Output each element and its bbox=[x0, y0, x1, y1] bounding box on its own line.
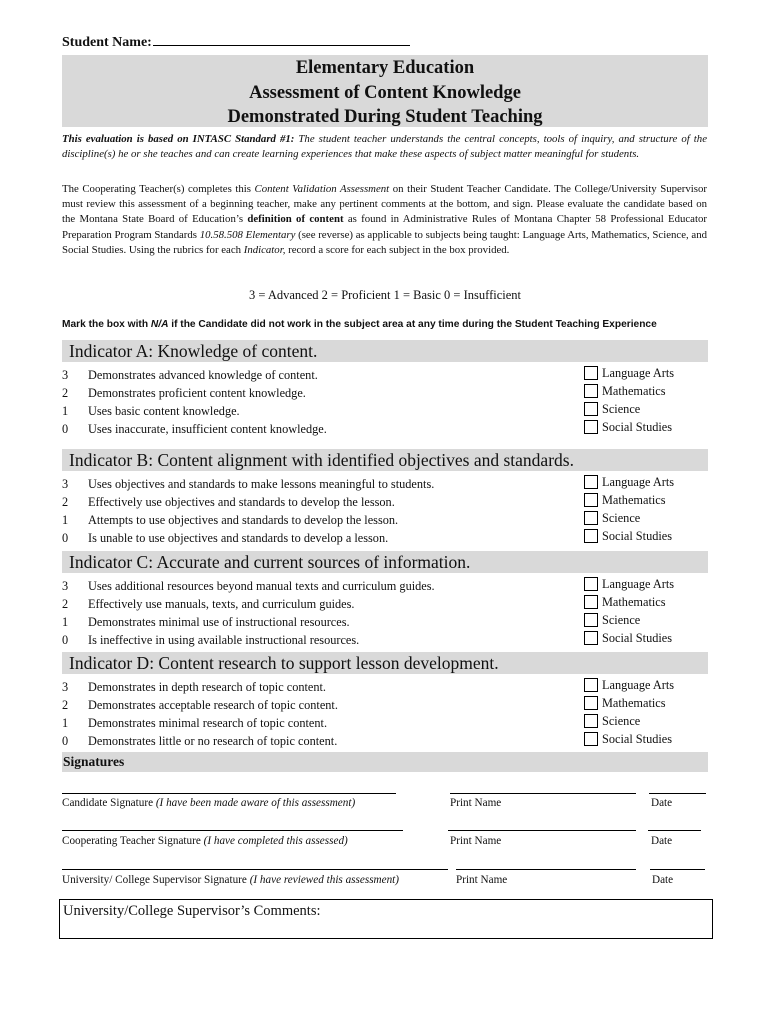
indicator-d-social-studies-score[interactable] bbox=[584, 730, 672, 748]
title-line-2: Assessment of Content Knowledge bbox=[249, 82, 521, 103]
rubric-level: 2 bbox=[62, 495, 69, 509]
indicator-a-social-studies-score[interactable] bbox=[584, 418, 672, 436]
instr-text-d: definition of content bbox=[247, 213, 344, 226]
indicator-b-label: Indicator B bbox=[69, 450, 149, 470]
indicator-a-science-score[interactable] bbox=[584, 400, 640, 418]
rubric-level: 3 bbox=[62, 368, 69, 382]
cooperating-sig-note: (I have completed this assessed) bbox=[203, 835, 348, 847]
rubric-level: 3 bbox=[62, 579, 69, 593]
rubric-text: Uses objectives and standards to make lessons meaningful to students. bbox=[88, 477, 435, 491]
subject-label: Social Studies bbox=[602, 631, 673, 645]
indicator-c-rubric-row bbox=[62, 577, 562, 595]
indicator-c-rubric-row bbox=[62, 595, 562, 613]
candidate-sig-note: (I have been made aware of this assessment) bbox=[155, 797, 356, 809]
indicator-b-title: : Content alignment with identified objectives and standards. bbox=[148, 450, 574, 470]
rubric-level: 3 bbox=[62, 477, 69, 491]
rubric-level: 1 bbox=[62, 716, 69, 730]
rubric-text: Demonstrates in depth research of topic content. bbox=[88, 680, 326, 694]
score-box[interactable] bbox=[584, 384, 598, 398]
score-box[interactable] bbox=[584, 696, 598, 710]
indicator-a-label: Indicator A bbox=[69, 341, 149, 361]
na-text-c: if the Candidate did not work in the subject area at any time during the Student Teaching Experience bbox=[168, 319, 657, 330]
supervisor-signature-line[interactable] bbox=[62, 869, 448, 870]
rubric-text: Demonstrates acceptable research of topic content. bbox=[88, 698, 338, 712]
indicator-c-science-score[interactable] bbox=[584, 611, 640, 629]
instr-text-e: as found in Administrative Rules of Montana Chapter 58 Professional Educator Preparation Program Standards bbox=[62, 213, 707, 241]
supervisor-print-name-label: Print Name bbox=[456, 874, 508, 886]
subject-label: Science bbox=[602, 714, 641, 728]
subject-label: Language Arts bbox=[602, 577, 675, 591]
instr-text-b: Content Validation Assessment bbox=[254, 183, 390, 195]
score-box[interactable] bbox=[584, 631, 598, 645]
indicator-c-social-studies-score[interactable] bbox=[584, 629, 672, 647]
subject-label: Mathematics bbox=[602, 696, 666, 710]
cooperating-print-name-line[interactable] bbox=[448, 830, 636, 831]
rubric-level: 2 bbox=[62, 698, 69, 712]
indicator-d-language-arts-score[interactable] bbox=[584, 676, 674, 694]
na-instruction bbox=[62, 319, 657, 330]
na-text-a: Mark the box with bbox=[62, 319, 151, 330]
subject-label: Social Studies bbox=[602, 529, 673, 543]
indicator-b-science-score[interactable] bbox=[584, 509, 640, 527]
rubric-text: Effectively use objectives and standards to develop the lesson. bbox=[88, 495, 395, 509]
indicator-b-rubric-row bbox=[62, 511, 562, 529]
na-text-b: N/A bbox=[150, 319, 169, 330]
score-box[interactable] bbox=[584, 595, 598, 609]
indicator-c-title: : Accurate and current sources of information. bbox=[148, 552, 471, 572]
indicator-a-rubric-row bbox=[62, 366, 562, 384]
title-line-1: Elementary Education bbox=[295, 58, 475, 78]
supervisor-comments-label: University/College Supervisor’s Comments: bbox=[63, 903, 321, 919]
rubric-text: Demonstrates minimal research of topic content. bbox=[88, 716, 328, 730]
indicator-d-title: : Content research to support lesson development. bbox=[149, 653, 499, 673]
cooperating-print-name-label: Print Name bbox=[450, 835, 502, 847]
subject-label: Mathematics bbox=[602, 595, 666, 609]
indicator-c-mathematics-score[interactable] bbox=[584, 593, 666, 611]
rubric-level: 0 bbox=[62, 734, 69, 748]
subject-label: Language Arts bbox=[602, 366, 675, 380]
score-box[interactable] bbox=[584, 529, 598, 543]
rubric-level: 1 bbox=[62, 615, 69, 629]
subject-label: Social Studies bbox=[602, 420, 673, 434]
cooperating-signature-label bbox=[62, 835, 348, 847]
indicator-d-rubric-row bbox=[62, 732, 562, 750]
candidate-date-label: Date bbox=[651, 797, 673, 809]
indicator-d-heading bbox=[62, 652, 708, 674]
subject-label: Language Arts bbox=[602, 678, 675, 692]
rubric-level: 1 bbox=[62, 404, 69, 418]
rubric-level: 3 bbox=[62, 680, 69, 694]
indicator-c-rubric-row bbox=[62, 613, 562, 631]
rubric-text: Is unable to use objectives and standards to develop a lesson. bbox=[88, 531, 389, 545]
score-box[interactable] bbox=[584, 511, 598, 525]
score-box[interactable] bbox=[584, 493, 598, 507]
signatures-heading: Signatures bbox=[62, 752, 708, 772]
indicator-b-rubric-row bbox=[62, 475, 562, 493]
subject-label: Science bbox=[602, 402, 641, 416]
rubric-text: Uses basic content knowledge. bbox=[88, 404, 240, 418]
indicator-a-mathematics-score[interactable] bbox=[584, 382, 666, 400]
indicator-a-title: : Knowledge of content. bbox=[148, 341, 318, 361]
indicator-a-rubric-row bbox=[62, 384, 562, 402]
subject-label: Mathematics bbox=[602, 384, 666, 398]
indicator-d-rubric-row bbox=[62, 696, 562, 714]
indicator-d-science-score[interactable] bbox=[584, 712, 640, 730]
score-box[interactable] bbox=[584, 714, 598, 728]
supervisor-signature-label bbox=[62, 874, 399, 886]
score-box[interactable] bbox=[584, 678, 598, 692]
rubric-level: 2 bbox=[62, 597, 69, 611]
candidate-sig-text: Candidate Signature bbox=[62, 797, 156, 809]
subject-label: Social Studies bbox=[602, 732, 673, 746]
indicator-d-mathematics-score[interactable] bbox=[584, 694, 666, 712]
instructions-paragraph bbox=[62, 182, 707, 258]
cooperating-signature-line[interactable] bbox=[62, 830, 403, 831]
score-box[interactable] bbox=[584, 577, 598, 591]
rubric-text: Demonstrates advanced knowledge of content. bbox=[88, 368, 318, 382]
standard-text: The student teacher understands the central concepts, tools of inquiry, and structure of the discipline(s) he or she teaches and can create learning experiences that make these aspects of subject matter meaningful for students. bbox=[62, 133, 707, 161]
rubric-text: Uses inaccurate, insufficient content knowledge. bbox=[88, 422, 327, 436]
supervisor-sig-text: University/ College Supervisor Signature bbox=[62, 874, 250, 886]
indicator-a-rubric-row bbox=[62, 402, 562, 420]
candidate-print-name-line[interactable] bbox=[450, 793, 636, 794]
indicator-b-language-arts-score[interactable] bbox=[584, 473, 674, 491]
indicator-a-rubric-row bbox=[62, 420, 562, 438]
indicator-d-label: Indicator D bbox=[69, 653, 150, 673]
student-name-label: Student Name: bbox=[62, 35, 152, 50]
rubric-text: Demonstrates minimal use of instructional resources. bbox=[88, 615, 350, 629]
student-name-line[interactable] bbox=[153, 33, 410, 46]
rubric-text: Demonstrates proficient content knowledge. bbox=[88, 386, 306, 400]
score-box[interactable] bbox=[584, 366, 598, 380]
indicator-b-social-studies-score[interactable] bbox=[584, 527, 672, 545]
indicator-d-rubric-row bbox=[62, 714, 562, 732]
score-box[interactable] bbox=[584, 420, 598, 434]
rubric-text: Attempts to use objectives and standards to develop the lesson. bbox=[88, 513, 399, 527]
indicator-b-rubric-row bbox=[62, 529, 562, 547]
indicator-c-heading bbox=[62, 551, 708, 573]
rubric-text: Uses additional resources beyond manual texts and curriculum guides. bbox=[88, 579, 435, 593]
instr-text-c: on their Student Teacher Candidate. The College/University Supervisor must review this assessment of a beginning teacher, make any pertinent comments at the bottom, and sign. Please evaluate the candidate based on the Montana State Board of Education’s bbox=[62, 183, 707, 226]
rubric-level: 0 bbox=[62, 422, 69, 436]
candidate-signature-label bbox=[62, 797, 355, 809]
indicator-c-rubric-row bbox=[62, 631, 562, 649]
standard-lead: This evaluation is based on INTASC Standard #1: bbox=[62, 133, 295, 145]
subject-label: Science bbox=[602, 511, 641, 525]
indicator-d-rubric-row bbox=[62, 678, 562, 696]
rubric-level: 0 bbox=[62, 633, 69, 647]
score-box[interactable] bbox=[584, 475, 598, 489]
instr-text-g: (see reverse) as applicable to subjects being taught: Language Arts, Mathematics, Science, and Social Studies. Using the rubrics for each bbox=[62, 228, 708, 256]
subject-label: Language Arts bbox=[602, 475, 675, 489]
indicator-c-language-arts-score[interactable] bbox=[584, 575, 674, 593]
title-box bbox=[62, 55, 708, 127]
rubric-text: Effectively use manuals, texts, and curriculum guides. bbox=[88, 597, 355, 611]
supervisor-comments-box[interactable] bbox=[59, 899, 713, 939]
rubric-level: 1 bbox=[62, 513, 69, 527]
rubric-level: 0 bbox=[62, 531, 69, 545]
subject-label: Science bbox=[602, 613, 641, 627]
candidate-date-line[interactable] bbox=[649, 793, 706, 794]
rubric-text: Is ineffective in using available instructional resources. bbox=[88, 633, 360, 647]
score-box[interactable] bbox=[584, 613, 598, 627]
rubric-level: 2 bbox=[62, 386, 69, 400]
supervisor-print-name-line[interactable] bbox=[456, 869, 636, 870]
rubric-text: Demonstrates little or no research of topic content. bbox=[88, 734, 338, 748]
candidate-signature-line[interactable] bbox=[62, 793, 396, 794]
cooperating-date-line[interactable] bbox=[648, 830, 701, 831]
subject-label: Mathematics bbox=[602, 493, 666, 507]
supervisor-date-label: Date bbox=[652, 874, 674, 886]
indicator-b-heading bbox=[62, 449, 708, 471]
score-box[interactable] bbox=[584, 402, 598, 416]
score-scale: 3 = Advanced 2 = Proficient 1 = Basic 0 = Insufficient bbox=[248, 288, 521, 302]
supervisor-date-line[interactable] bbox=[650, 869, 705, 870]
score-box[interactable] bbox=[584, 732, 598, 746]
indicator-a-heading bbox=[62, 340, 708, 362]
title-line-3: Demonstrated During Student Teaching bbox=[227, 107, 543, 127]
student-name-field bbox=[62, 33, 410, 51]
indicator-a-language-arts-score[interactable] bbox=[584, 364, 674, 382]
supervisor-sig-note: (I have reviewed this assessment) bbox=[249, 874, 400, 886]
indicator-b-mathematics-score[interactable] bbox=[584, 491, 666, 509]
cooperating-date-label: Date bbox=[651, 835, 673, 847]
instr-text-a: The Cooperating Teacher(s) completes this bbox=[62, 183, 255, 195]
cooperating-sig-text: Cooperating Teacher Signature bbox=[62, 835, 204, 847]
candidate-print-name-label: Print Name bbox=[450, 797, 502, 809]
instr-text-h: Indicator, bbox=[243, 243, 286, 256]
indicator-c-label: Indicator C bbox=[69, 552, 149, 572]
indicator-b-rubric-row bbox=[62, 493, 562, 511]
standard-paragraph bbox=[62, 132, 707, 162]
instr-text-f: 10.58.508 Elementary bbox=[199, 228, 296, 241]
instr-text-i: record a score for each subject in the box provided. bbox=[285, 243, 510, 256]
